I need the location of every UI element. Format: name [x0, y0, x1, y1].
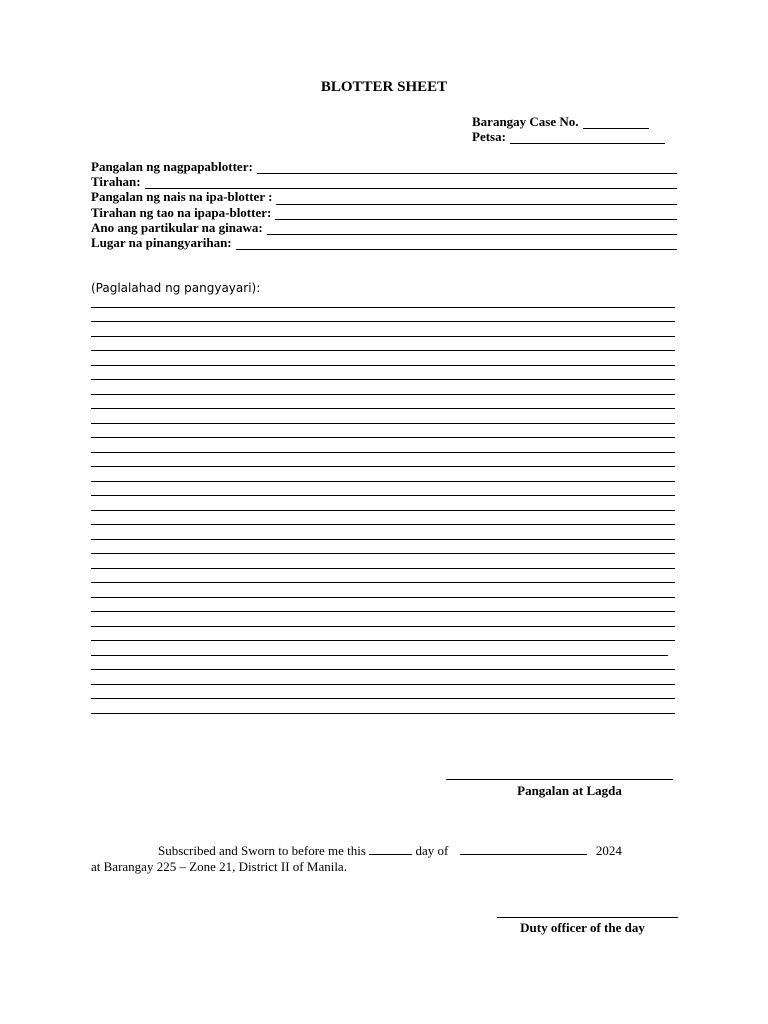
officer-label: Duty officer of the day: [520, 920, 645, 935]
narrative-line[interactable]: [91, 366, 675, 381]
narrative-lines[interactable]: [91, 293, 675, 714]
field-complainant-name: [91, 159, 677, 174]
narrative-line[interactable]: [91, 656, 675, 671]
narrative-line[interactable]: [91, 380, 675, 395]
narrative-line[interactable]: [91, 641, 668, 656]
narrative-line[interactable]: [91, 670, 675, 685]
narrative-line[interactable]: [91, 496, 675, 511]
signature-label: Pangalan at Lagda: [517, 783, 622, 798]
date-blank[interactable]: [510, 132, 665, 144]
narrative-line[interactable]: [91, 351, 675, 366]
date-row: [472, 129, 665, 144]
date-label: Petsa:: [472, 129, 506, 144]
page-title: BLOTTER SHEET: [320, 79, 448, 95]
narrative-line[interactable]: [91, 409, 675, 424]
field-complainant-address: [91, 174, 677, 189]
complainant-signature-block: [446, 763, 673, 799]
sworn-line-1: [91, 843, 681, 859]
narrative-line[interactable]: [91, 467, 675, 482]
narrative-line[interactable]: [91, 482, 675, 497]
narrative-line[interactable]: [91, 583, 675, 598]
field-incident-place: [91, 235, 677, 250]
narrative-line[interactable]: [91, 685, 675, 700]
field-label: Tirahan ng tao na ipapa-blotter:: [91, 204, 272, 220]
field-label: Pangalan ng nais na ipa-blotter :: [91, 189, 273, 205]
case-number-blank[interactable]: [583, 117, 649, 129]
signature-line[interactable]: [446, 763, 673, 780]
field-label: Tirahan:: [91, 174, 141, 190]
narrative-line[interactable]: [91, 395, 675, 410]
narrative-line[interactable]: [91, 322, 675, 337]
narrative-line[interactable]: [91, 627, 675, 642]
field-act-committed: [91, 220, 677, 235]
narrative-line[interactable]: [91, 525, 675, 540]
narrative-line[interactable]: [91, 598, 675, 613]
sworn-statement: [91, 843, 681, 874]
narrative-line[interactable]: [91, 438, 675, 453]
narrative-line[interactable]: [91, 554, 675, 569]
narrative-line[interactable]: [91, 308, 675, 323]
narrative-line[interactable]: [91, 540, 675, 555]
complaint-fields: [91, 159, 677, 250]
field-blank[interactable]: [276, 194, 677, 205]
narrative-line[interactable]: [91, 424, 675, 439]
officer-signature-line[interactable]: [497, 901, 678, 918]
field-respondent-address: [91, 205, 677, 220]
sworn-place: at Barangay 225 – Zone 21, District II of Manila.: [91, 858, 347, 874]
case-number-row: [472, 114, 665, 129]
field-label: Pangalan ng nagpapablotter:: [91, 159, 253, 174]
sworn-day-word: day of: [415, 843, 449, 858]
case-number-label: Barangay Case No.: [472, 114, 579, 129]
field-blank[interactable]: [275, 209, 677, 220]
field-blank[interactable]: [236, 239, 677, 250]
narrative-line[interactable]: [91, 337, 675, 352]
officer-signature-block: [497, 901, 678, 936]
narrative-line[interactable]: [91, 453, 675, 468]
narrative-line[interactable]: [91, 293, 675, 308]
narrative-line[interactable]: [91, 569, 675, 584]
field-blank[interactable]: [145, 178, 677, 189]
case-info-block: [472, 114, 665, 144]
field-respondent-name: [91, 189, 677, 204]
narrative-line[interactable]: [91, 699, 675, 714]
narrative-line[interactable]: [91, 511, 675, 526]
day-blank[interactable]: [369, 843, 412, 855]
narrative-line[interactable]: [91, 612, 675, 627]
field-blank[interactable]: [257, 163, 677, 174]
sworn-intro: Subscribed and Sworn to before me this: [158, 843, 366, 858]
narrative-label: (Paglalahad ng pangyayari):: [91, 281, 261, 295]
field-label: Lugar na pinangyarihan:: [91, 235, 232, 251]
field-label: Ano ang partikular na ginawa:: [91, 219, 263, 235]
field-blank[interactable]: [267, 224, 677, 235]
month-blank[interactable]: [460, 843, 587, 855]
sworn-year: 2024: [595, 843, 622, 858]
